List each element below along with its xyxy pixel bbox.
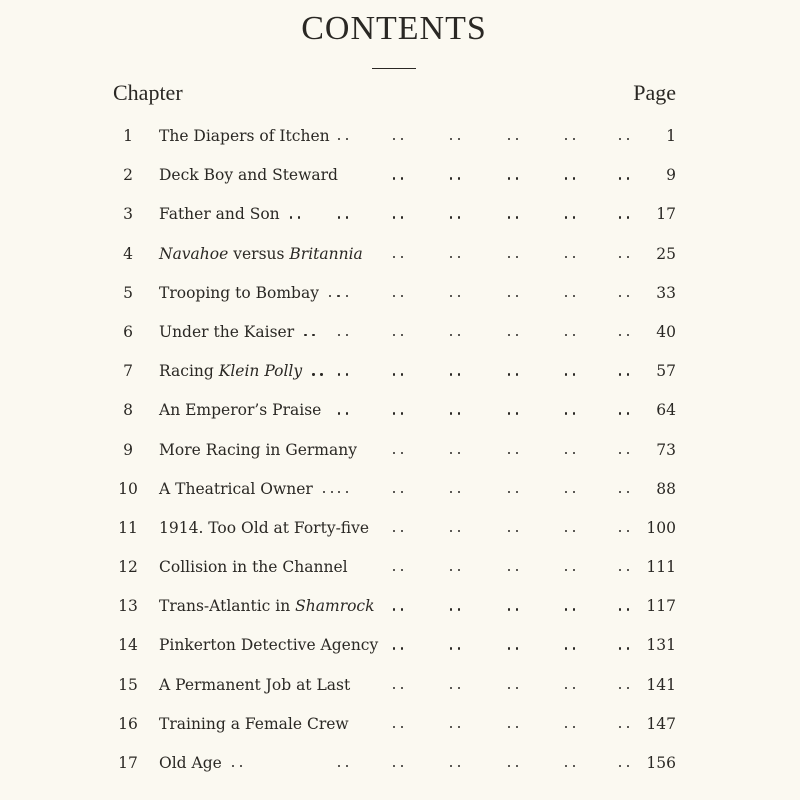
dot-leader xyxy=(0,517,800,539)
toc-entry[interactable] xyxy=(0,313,800,352)
page-number: 117 xyxy=(646,597,676,616)
chapter-number: 15 xyxy=(118,675,138,694)
page-column-header: Page xyxy=(633,80,676,105)
chapter-title: A Theatrical Owner xyxy=(159,479,313,498)
page-number: 156 xyxy=(646,754,676,772)
chapter-number: 3 xyxy=(123,205,133,224)
chapter-number: 4 xyxy=(123,244,133,263)
chapter-title: More Racing in Germany xyxy=(159,440,357,459)
dot-leader xyxy=(0,321,800,343)
chapter-title: Under the Kaiser xyxy=(159,322,295,341)
dot-leader xyxy=(0,634,800,656)
page-number: 131 xyxy=(646,636,676,655)
chapter-title: 1914. Too Old at Forty-five xyxy=(159,518,370,537)
chapter-title: Navahoe versus Britannia xyxy=(159,244,363,263)
page-number: 147 xyxy=(646,714,676,733)
dot-leader xyxy=(0,556,800,578)
dot-leader xyxy=(0,713,800,735)
chapter-title: Deck Boy and Steward xyxy=(159,166,338,185)
chapter-column-header: Chapter xyxy=(113,80,183,105)
page-number: 40 xyxy=(656,322,676,341)
chapter-title: Old Age xyxy=(159,754,222,772)
page-title: CONTENTS xyxy=(301,10,487,47)
page-number: 73 xyxy=(656,440,676,459)
chapter-number: 8 xyxy=(123,401,133,420)
chapter-title: Pinkerton Detective Agency xyxy=(159,636,379,655)
chapter-number: 12 xyxy=(118,558,138,577)
dot-leader xyxy=(0,674,800,696)
page-number: 1 xyxy=(666,127,676,145)
toc-entry[interactable] xyxy=(0,274,800,313)
dot-leader xyxy=(0,243,800,265)
chapter-number: 5 xyxy=(123,283,133,302)
page-number: 9 xyxy=(666,166,676,185)
page-number: 57 xyxy=(656,362,676,381)
chapter-title: Trooping to Bombay xyxy=(159,283,319,302)
dot-leader xyxy=(0,203,800,225)
toc-entry[interactable] xyxy=(0,509,800,548)
dot-leader xyxy=(0,164,800,186)
toc-entry[interactable] xyxy=(0,431,800,470)
chapter-title: A Permanent Job at Last xyxy=(159,675,351,694)
toc-entry[interactable] xyxy=(0,470,800,509)
page-number: 64 xyxy=(656,401,676,420)
dot-leader xyxy=(0,439,800,461)
dot-leader xyxy=(0,360,800,382)
chapter-number: 10 xyxy=(118,479,138,498)
dot-leader xyxy=(0,478,800,500)
dot-leader xyxy=(0,399,800,421)
chapter-title: Father and Son xyxy=(159,205,280,224)
chapter-number: 16 xyxy=(118,714,138,733)
toc-entry[interactable] xyxy=(0,548,800,587)
toc-entry[interactable] xyxy=(0,744,800,783)
chapter-title: Racing Klein Polly xyxy=(159,362,303,381)
toc-entry[interactable] xyxy=(0,156,800,195)
toc-entry[interactable] xyxy=(0,626,800,665)
dot-leader xyxy=(0,125,800,147)
page-number: 88 xyxy=(656,479,676,498)
toc-entry[interactable] xyxy=(0,705,800,744)
table-of-contents xyxy=(0,117,800,783)
toc-entry[interactable] xyxy=(0,195,800,234)
title-rule xyxy=(372,68,416,69)
chapter-number: 14 xyxy=(118,636,138,655)
page-number: 33 xyxy=(656,283,676,302)
toc-entry[interactable] xyxy=(0,235,800,274)
chapter-title: The Diapers of Itchen xyxy=(159,127,330,145)
dot-leader xyxy=(0,282,800,304)
chapter-number: 11 xyxy=(118,518,138,537)
chapter-title: An Emperor’s Praise xyxy=(159,401,322,420)
dot-leader xyxy=(0,595,800,617)
chapter-title: Trans-Atlantic in Shamrock xyxy=(159,597,375,616)
toc-entry[interactable] xyxy=(0,117,800,156)
chapter-number: 9 xyxy=(123,440,133,459)
chapter-title: Training a Female Crew xyxy=(159,714,349,733)
chapter-number: 13 xyxy=(118,597,138,616)
toc-entry[interactable] xyxy=(0,391,800,430)
chapter-title: Collision in the Channel xyxy=(159,558,348,577)
page-number: 25 xyxy=(656,244,676,263)
page-number: 17 xyxy=(656,205,676,224)
chapter-number: 6 xyxy=(123,322,133,341)
chapter-number: 1 xyxy=(123,127,133,145)
chapter-number: 17 xyxy=(118,754,138,772)
dot-leader xyxy=(0,752,800,774)
page-number: 100 xyxy=(646,518,676,537)
toc-entry[interactable] xyxy=(0,352,800,391)
toc-entry[interactable] xyxy=(0,666,800,705)
toc-entry[interactable] xyxy=(0,587,800,626)
page-number: 111 xyxy=(646,558,676,577)
chapter-number: 2 xyxy=(123,166,133,185)
chapter-number: 7 xyxy=(123,362,133,381)
page-number: 141 xyxy=(646,675,676,694)
